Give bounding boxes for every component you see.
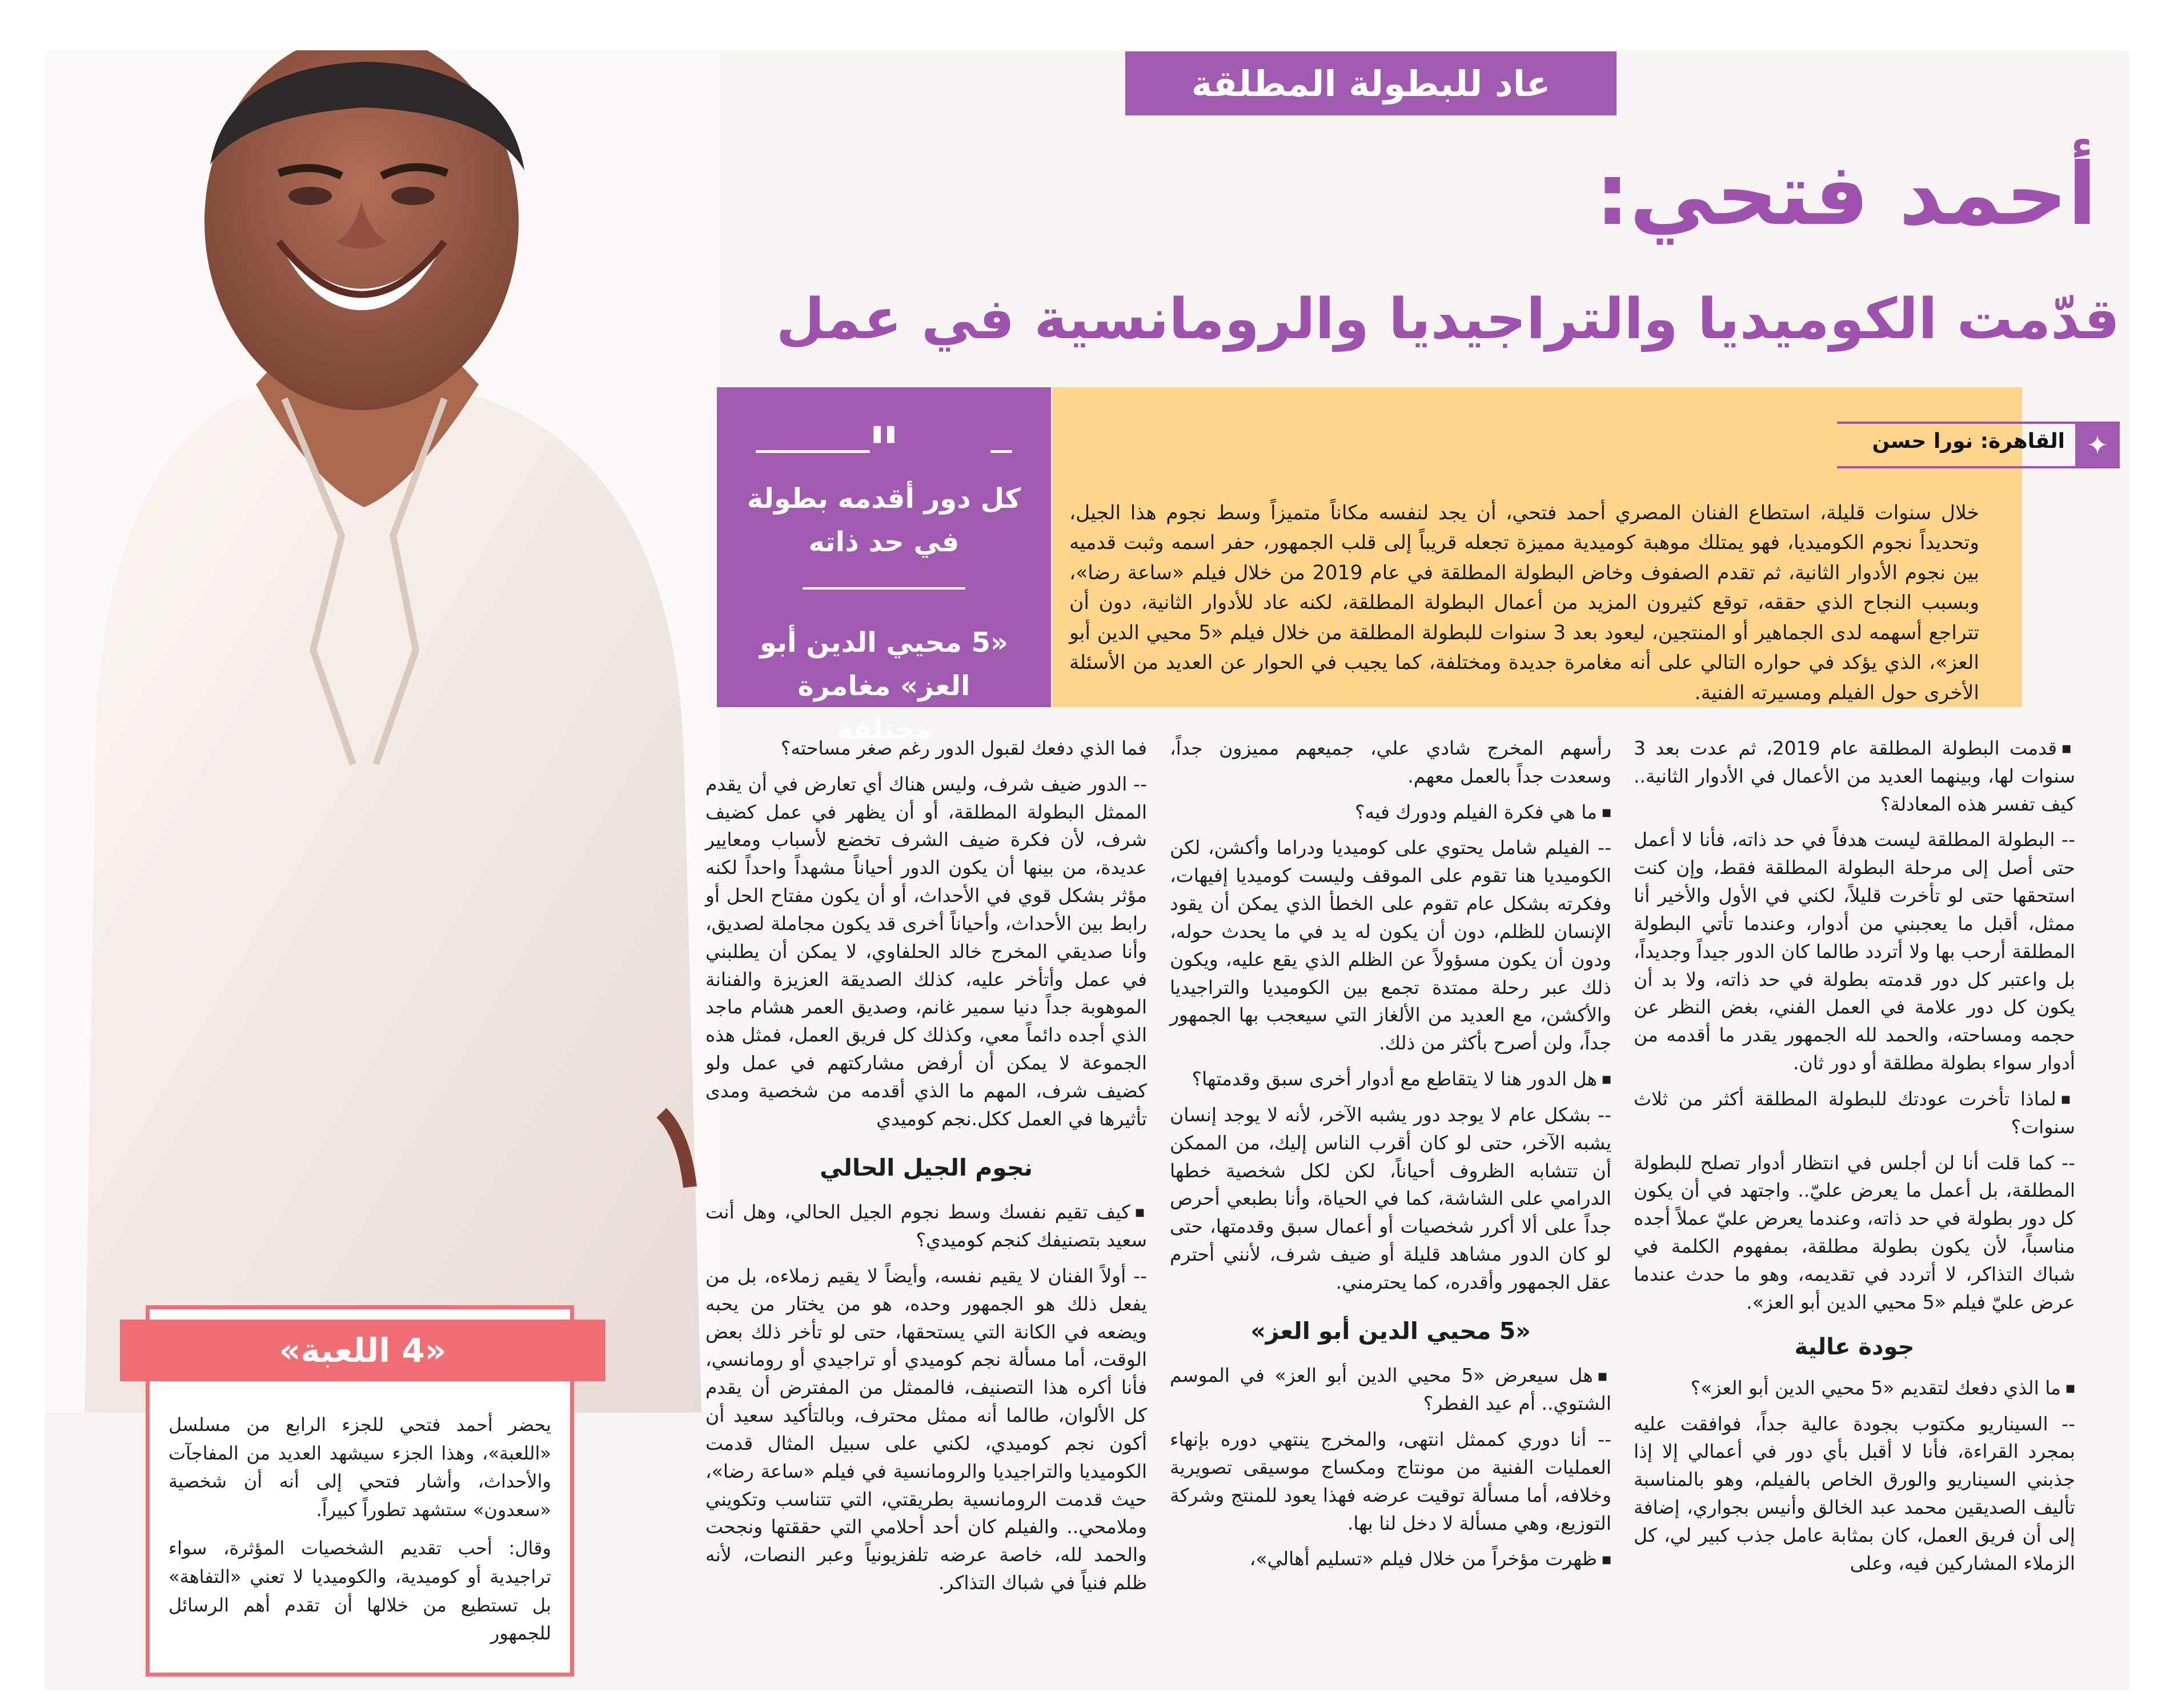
answer-paragraph: -- أنا دوري كممثل انتهى، والمخرج ينتهي دوره بإنهاء العمليات الفنية من مونتاج ومكساج موسيقى تصويرية وخلافه، أما مسألة توقيت عرضه فهذا يعود للمنتج وشركة التوزيع، وهي مسألة لا دخل لنا بها. xyxy=(1170,1428,1611,1534)
question-text: ما هي فكرة الفيلم ودورك فيه؟ xyxy=(1354,800,1597,823)
sidebar-title: «4 اللعبة» xyxy=(120,1320,605,1381)
question-paragraph xyxy=(1170,1362,1611,1418)
section-heading: نجوم الجيل الحالي xyxy=(820,1153,1033,1181)
portrait-illustration xyxy=(45,50,719,1413)
answer-paragraph: -- بشكل عام لا يوجد دور يشبه الآخر، لأنه لا يوجد إنسان يشبه الآخر، حتى لو كان أقرب الناس إليك، من الممكن أن تتشابه الظروف أحياناً، لكن لكل شخصية خطها الدرامي على الشاشة، كما في الحياة، وأنا بطبعي أحرص جداً على ألا أكرر شخصيات أو أعمال سبق وقدمتها، حتى لو كان الدور مشاهد قليلة أو ضيف شرف، لأنني أحترم عقل الجمهور وأقدره، كما يحترمني. xyxy=(1170,1103,1611,1293)
question-text: كيف تقيم نفسك وسط نجوم الجيل الحالي، وهل أنت سعيد بتصنيفك كنجم كوميدي؟ xyxy=(705,1201,1147,1252)
bullet-icon: ■ xyxy=(2061,743,2076,755)
answer-paragraph: -- الدور ضيف شرف، وليس هناك أي تعارض في أن يقدم الممثل البطولة المطلقة، أو أن يظهر في عمل كضيف شرف، لأن فكرة ضيف الشرف تخضع لأسباب ومعايير عديدة، من بينها أن يكون الدور أحياناً مشهداً واحداً لكنه مؤثر بشكل قوي في الأحداث، أو أن يكون مفتاح الحل أو رابط بين الأحداث، وأحياناً أخرى قد يكون مجاملة لصديق، وأنا صديقي المخرج خالد الحلفاوي، لا يمكن أن يطلبني في عمل وأتأخر عليه، كذلك الصديقة العزيزة والفنانة الموهوبة جداً دنيا سمير غانم، وصديق العمر هشام ماجد الذي أجده دائماً معي، وكذلك كل فريق العمل، فمثل هذه الجموعة لا يمكن أن أرفض مشاركتهم في عمل ولو كضيف شرف، المهم ما الذي أقدمه من شخصية ومدى تأثيرها في العمل ككل.نجم كوميدي xyxy=(705,772,1147,1130)
newspaper-emblem-icon: ✦ xyxy=(2075,423,2120,467)
intro-text: خلال سنوات قليلة، استطاع الفنان المصري أحمد فتحي، أن يجد لنفسه مكاناً متميزاً وسط نجوم هذا الجيل، وتحديداً نجوم الكوميديا، فهو يمتلك موهبة كوميدية مميزة تجعله قريباً إلى قلب الجمهور، حفر اسمه وثبت قدميه بين نجوم الأدوار الثانية، ثم تقدم الصفوف وخاض البطولة المطلقة في عام 2019 من خلال فيلم «ساعة رضا»، وبسبب النجاح الذي حققه، توقع كثيرون المزيد من أعمال البطولة المطلقة، لكنه عاد للأدوار الثانية، دون أن تتراجع أسهمه لدى الجماهير أو المنتجين، ليعود بعد 3 سنوات للبطولة المطلقة من خلال فيلم «5 محيي الدين أبو العز»، الذي يؤكد في حواره التالي على أنه مغامرة جديدة ومختلفة، كما يجيب في الحوار عن العديد من الأسئلة الأخرى حول الفيلم ومسيرته الفنية. xyxy=(1069,502,1980,704)
answer-paragraph: -- كما قلت أنا لن أجلس في انتظار أدوار تصلح للبطولة المطلقة، بل أعمل ما يعرض عليّ.. واجتهد في أن يكون كل دور بطولة في حد ذاته، وعندما يعرض عليّ عملاً أجده مناسباً، لأن يكون بطولة مطلقة، بمفهوم الكلمة في شباك التذاكر، لا أتردد في تقديمه، وهو ما حدث عندما عرض عليّ فيلم «5 محيي الدين أبو العز». xyxy=(1634,1151,2075,1313)
question-text: ظهرت مؤخراً من خلال فيلم «تسليم أهالي»، xyxy=(1249,1547,1597,1570)
article-column-left xyxy=(705,735,1147,1605)
subheadline: قدّمت الكوميديا والتراجيديا والرومانسية في عمل xyxy=(776,287,2120,352)
question-text: ما الذي دفعك لتقديم «5 محيي الدين أبو العز»؟ xyxy=(1690,1376,2061,1399)
question-paragraph xyxy=(1170,1545,1611,1573)
question-paragraph xyxy=(705,735,1147,763)
sidebar-text xyxy=(169,1411,551,1648)
question-text: فما الذي دفعك لقبول الدور رغم صغر مساحته؟ xyxy=(780,737,1147,759)
pull-quote-box xyxy=(717,387,1051,745)
portrait-photo xyxy=(45,50,719,1413)
answer-paragraph: -- الفيلم شامل يحتوي على كوميديا ودراما وأكشن، لكن الكوميديا هنا تقوم على الموقف وليست كوميديا إفيهات، وفكرته بشكل عام تقوم على الخطأ الذي يمكن أن يقود الإنسان للظلم، دون أن يكون له يد في ما يحدث حوله، ودون أن يكون مسؤولاً عن الظلم الذي يقع عليه، ويكون ذلك عبر رحلة ممتدة تجمع بين الكوميديا والتراجيديا والأكشن، مع العديد من الألغاز التي سيعجب بها الجمهور جداً، ولن أصرح بأكثر من ذلك. xyxy=(1170,836,1611,1055)
headline: أحمد فتحي: xyxy=(1595,145,2097,244)
section-heading: جودة عالية xyxy=(1794,1333,1915,1360)
bullet-icon: ■ xyxy=(1601,1073,1611,1086)
question-text: هل سيعرض «5 محيي الدين أبو العز» في الموسم الشتوي.. أم عيد الفطر؟ xyxy=(1170,1364,1611,1415)
answer-paragraph: -- البطولة المطلقة ليست هدفاً في حد ذاته، فأنا لا أعمل حتى أصل إلى مرحلة البطولة المطلقة فقط، وإن كنت استحقها حتى لو تأخرت قليلاً، لكني في الأول والأخير أنا ممثل، أقبل ما يعجبني من أدوار، وعندما تأتي البطولة المطلقة أرحب بها ولا أتردد طالما كان الدور جيداً وجديداً، بل واعتبر كل دور قدمته بطولة في حد ذاته، ولا بد أن يكون كل دور علامة في العمل الفني، بغض النظر عن حجمه ومساحته، والحمد لله الجمهور يقدر ما أقدمه من أدوار سواء بطولة مطلقة أو دور ثان. xyxy=(1634,828,2075,1074)
paragraph: رأسهم المخرج شادي علي، جميعهم مميزون جداً، وسعدت جداً بالعمل معهم. xyxy=(1170,737,1611,787)
answer-paragraph: -- السيناريو مكتوب بجودة عالية جداً، فوافقت عليه بمجرد القراءة، فأنا لا أقبل بأي دور في أعمالي إلا إذا جذبني السيناريو والورق الخاص بالفيلم، وهو بالمناسبة تأليف الصديقين محمد عبد الخالق وأنيس بجواري، إضافة إلى أن فريق العمل، كان بمثابة عامل جذب كبير لي، كل الزملاء المشاركين فيه، وعلى xyxy=(1634,1412,2075,1574)
question-paragraph xyxy=(1634,735,2075,818)
byline-text: القاهرة: نورا حسن xyxy=(1872,430,2065,453)
section-heading: «5 محيي الدين أبو العز» xyxy=(1250,1317,1531,1345)
bullet-icon: ■ xyxy=(2060,1093,2075,1106)
pull-quote-separator xyxy=(803,587,965,590)
question-paragraph xyxy=(1170,799,1611,827)
sidebar-paragraph: يحضر أحمد فتحي للجزء الرابع من مسلسل «اللعبة»، وهذا الجزء سيشهد العديد من المفاجآت والأحداث، وأشار فتحي إلى أنه أن شخصية «سعدون» ستشهد تطوراً كبيراً. xyxy=(169,1414,551,1521)
question-text: لماذا تأخرت عودتك للبطولة المطلقة أكثر من ثلاث سنوات؟ xyxy=(1634,1087,2075,1138)
kicker-banner: عاد للبطولة المطلقة xyxy=(1125,51,1617,115)
bullet-icon: ■ xyxy=(1134,1206,1148,1219)
question-paragraph xyxy=(1634,1374,2075,1402)
answer-paragraph: -- أولاً الفنان لا يقيم نفسه، وأيضاً لا يقيم زملاءه، بل من يفعل ذلك هو الجمهور وحده، هو من يختار من يحبه ويضعه في الكانة التي يستحقها، حتى لو تأخر ذلك بعض الوقت، أما مسألة نجم كوميدي أو تراجيدي أو رومانسي، فأنا أكره هذا التصنيف، فالممثل من المفترض أن يقدم كل الألوان، طالما أنه ممثل محترف، وبالتأكيد سعيد أن أكون نجم كوميدي، لكني على سبيل المثال قدمت الكوميديا والتراجيديا والرومانسية في فيلم «ساعة رضا»، حيث قدمت الرومانسية بطريقتي، التي تتناسب وتكويني وملامحي.. والفيلم كان أحد أحلامي التي حققتها ونجحت والحمد لله، خاصة عرضه تلفزيونياً وعبر النصات، لأنه ظلم فنياً في شباك التذاكر. xyxy=(705,1264,1147,1594)
question-paragraph xyxy=(705,1198,1147,1254)
pull-quote-text-secondary: «5 محيي الدين أبو العز» مغامرة مختلفة xyxy=(759,627,1008,745)
bullet-icon: ■ xyxy=(1597,1370,1611,1382)
sidebar-paragraph: وقال: أحب تقديم الشخصيات المؤثرة، سواء تراجيدية أو كوميدية، والكوميديا لا تعني «التفاهة» بل تستطيع من خلالها أن تقدم أهم الرسائل للجمهور xyxy=(169,1537,551,1645)
question-text: هل الدور هنا لا يتقاطع مع أدوار أخرى سبق وقدمتها؟ xyxy=(1192,1068,1597,1090)
quote-mark-icon: " xyxy=(867,414,901,487)
question-paragraph xyxy=(1170,1065,1611,1093)
pull-quote-text: كل دور أقدمه بطولة في حد ذاته xyxy=(747,483,1021,558)
question-paragraph xyxy=(1634,1085,2075,1141)
bullet-icon: ■ xyxy=(1601,1553,1611,1566)
article-column-middle xyxy=(1170,735,1611,1581)
bullet-icon: ■ xyxy=(2065,1382,2075,1394)
question-text: قدمت البطولة المطلقة عام 2019، ثم عدت بعد 3 سنوات لها، وبينهما العديد من الأعمال في الأدوار الثانية.. كيف تفسر هذه المعادلة؟ xyxy=(1634,737,2075,815)
bullet-icon: ■ xyxy=(1601,806,1611,819)
article-column-right xyxy=(1634,735,2075,1586)
